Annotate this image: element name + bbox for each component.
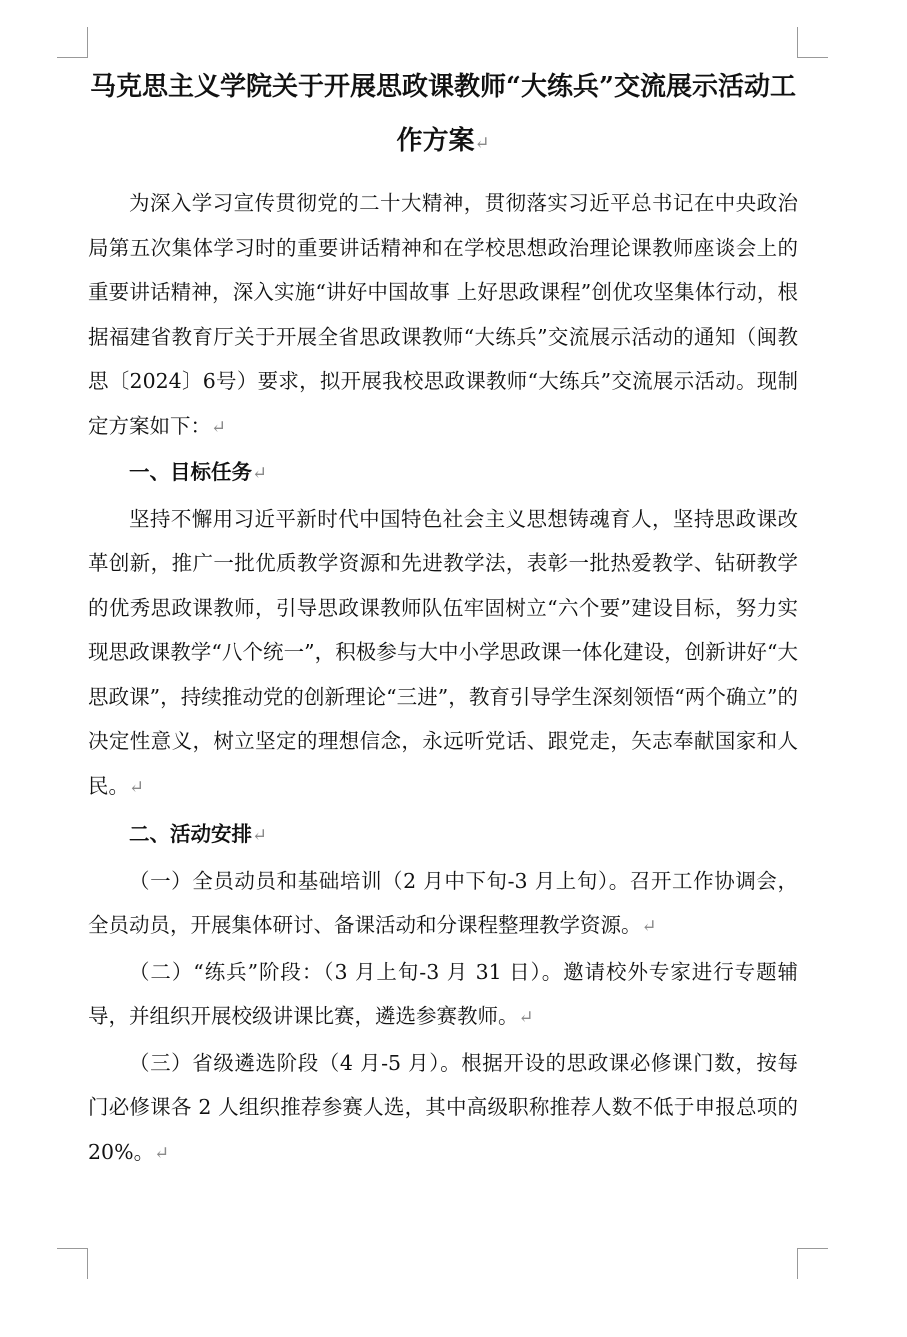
paragraph-mark-icon: ↵ [641, 916, 657, 937]
crop-mark-bottom-right [797, 1248, 828, 1279]
paragraph-mark-icon: ↵ [252, 463, 268, 484]
paragraph-mark-icon: ↵ [474, 133, 490, 154]
paragraph-mark-icon: ↵ [211, 416, 227, 438]
paragraph-mark-icon: ↵ [518, 1007, 534, 1028]
schedule-item-2: （二）“练兵”阶段：（3 月上旬-3 月 31 日）。邀请校外专家进行专题辅导，并组织开展校级讲课比赛，遴选参赛教师。↵ [88, 959, 798, 1028]
document-page [88, 60, 798, 1176]
paragraph-mark-icon: ↵ [154, 1142, 170, 1164]
crop-mark-bottom-left [57, 1248, 88, 1279]
crop-mark-top-right [797, 27, 828, 58]
schedule-item-3: （三）省级遴选阶段（4 月-5 月）。根据开设的思政课必修课门数，按每门必修课各 2 人组织推荐参赛人选，其中高级职称推荐人数不低于申报总项的 20%。↵ [88, 1050, 798, 1164]
intro-paragraph: 为深入学习宣传贯彻党的二十大精神，贯彻落实习近平总书记在中央政治局第五次集体学习时的重要讲话精神和在学校思想政治理论课教师座谈会上的重要讲话精神，深入实施“讲好中国故事 上好思政课程”创优攻坚集体行动，根据福建省教育厅关于开展全省思政课教师“大练兵”交流展示活动的通知（闽教思〔2024〕6号）要求，拟开展我校思政课教师“大练兵”交流展示活动。现制定方案如下：↵ [88, 191, 798, 438]
paragraph-mark-icon: ↵ [252, 825, 268, 846]
section-heading-schedule: 二、活动安排↵ [129, 822, 268, 846]
paragraph-mark-icon: ↵ [129, 776, 145, 798]
section-heading-goals: 一、目标任务↵ [129, 460, 268, 484]
schedule-item-1: （一）全员动员和基础培训（2 月中下旬-3 月上旬）。召开工作协调会，全员动员，开展集体研讨、备课活动和分课程整理教学资源。↵ [88, 868, 798, 937]
crop-mark-top-left [57, 27, 88, 58]
goals-paragraph: 坚持不懈用习近平新时代中国特色社会主义思想铸魂育人，坚持思政课改革创新，推广一批优质教学资源和先进教学法，表彰一批热爱教学、钻研教学的优秀思政课教师，引导思政课教师队伍牢固树立“六个要”建设目标，努力实现思政课教学“八个统一”，积极参与大中小学思政课一体化建设，创新讲好“大思政课”，持续推动党的创新理论“三进”，教育引导学生深刻领悟“两个确立”的决定性意义，树立坚定的理想信念，永远听党话、跟党走，矢志奉献国家和人民。↵ [88, 506, 798, 798]
document-title: 马克思主义学院关于开展思政课教师“大练兵”交流展示活动工作方案↵ [90, 72, 796, 156]
